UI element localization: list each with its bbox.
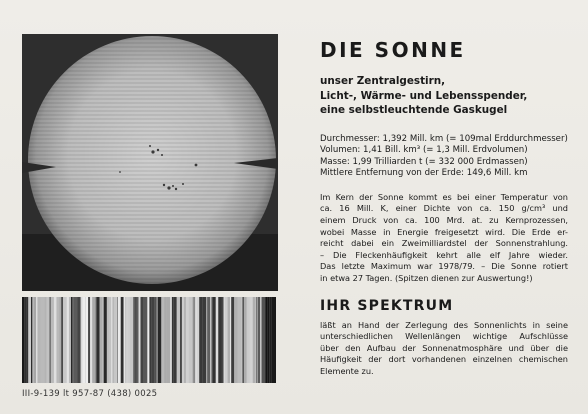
spectrum-stripe [72,297,73,383]
spectrum-stripe [184,297,186,383]
spectrum-stripe [186,297,189,383]
spectrum-stripe [40,297,44,383]
spectrum-stripe [37,297,38,383]
spectrum-stripe [28,297,31,383]
spectrum-stripe [126,297,128,383]
spectrum-stripe [24,297,25,383]
spectrum-stripe [31,297,32,383]
subtitle [320,74,568,118]
print-code: III-9-139 lt 957-87 (438) 0025 [22,389,158,399]
paragraph-line: – Die Fleckenhäufigkeit kehrt alle elf Jahre wieder. [320,249,568,260]
spectrum-stripe [197,297,199,383]
sun-photograph [22,34,278,291]
spectrum-stripe [133,297,134,383]
spectrum-stripe [81,297,82,383]
spectrum-stripe [253,297,256,383]
paragraph-line: Im Kern der Sonne kommt es bei einer Temperatur von [320,191,568,202]
spectrum-stripe [107,297,109,383]
spectrum-stripe [268,297,270,383]
paragraph-line: reicht dabei ein Zweimilliardstel der Sonnenstrahlung. [320,238,568,249]
spectrum-stripe [50,297,51,383]
paragraph-line: ca. 16 Mill. K, einer Dichte von ca. 150 g/cm³ und [320,203,568,214]
spectrum-stripe [172,297,173,383]
spectrum-stripe [100,297,103,383]
spectrum-stripe [113,297,114,383]
spectrum-image [22,297,276,383]
spectrum-paragraph-line: über den Aufbau der Sonnenatmosphäre und über die [320,342,568,353]
spectrum-stripe [134,297,136,383]
spectrum-stripe [144,297,148,383]
spectrum-stripe [69,297,71,383]
spectrum-stripe [242,297,244,383]
spectrum-paragraph-line: Elemente zu. [320,366,374,376]
spectrum-stripe [36,297,37,383]
spectrum-stripe [203,297,207,383]
subtitle-line: Licht-, Wärme- und Lebensspender, [320,89,528,102]
spectrum-stripe [67,297,69,383]
spectrum-stripe [161,297,164,383]
spectrum-stripe [56,297,59,383]
spectrum-stripe [128,297,130,383]
subtitle-line: eine selbstleuchtende Gaskugel [320,104,508,116]
spectrum-lines [22,297,276,383]
paragraph-line: wobei Masse in Energie freigesetzt wird. Die Erde er- [320,226,568,237]
spectrum-stripe [88,297,90,383]
spectrum-stripe [71,297,72,383]
spectrum-stripe [206,297,207,383]
sun-disk-image [22,34,278,291]
spectrum-stripe [241,297,242,383]
spectrum-stripe [38,297,41,383]
spectrum-stripe [130,297,134,383]
spectrum-stripe [224,297,225,383]
spectrum-stripe [141,297,144,383]
spectrum-stripe [149,297,151,383]
spectrum-paragraph-line: unterschiedlichen Wellenlängen wichtige Aufschlüsse [320,331,568,342]
spectrum-stripe [78,297,81,383]
spectrum-stripe [170,297,172,383]
spectrum-stripe [173,297,177,383]
spectrum-paragraph-line: Häufigkeit der dort vorhandenen einzelnen chemischen [320,354,568,365]
spectrum-stripe [82,297,85,383]
spectrum-stripe [96,297,97,383]
spectrum-stripe [166,297,170,383]
spectrum-stripe [260,297,261,383]
spectrum-stripe [210,297,211,383]
spectrum-stripe [164,297,166,383]
paragraph-line: in etwa 27 Tagen. (Spitzen dienen zur Auswertung!) [320,273,533,284]
spectrum-stripe [81,297,82,383]
spectrum-stripe [59,297,61,383]
text-column [320,38,568,378]
spectrum-stripe [97,297,100,383]
fact-mass: Masse: 1,99 Trilliarden t (= 332 000 Erdmassen) [320,156,528,167]
spectrum-stripe [183,297,184,383]
fact-diameter: Durchmesser: 1,392 Mill. km (= 109mal Erddurchmesser) [320,133,568,144]
spectrum-stripe [177,297,180,383]
spectrum-stripe [180,297,182,383]
paragraph-line: einem Druck von ca. 100 Mrd. at. zu Kernprozessen, [320,215,568,226]
spectrum-stripe [147,297,149,383]
spectrum-stripe [35,297,36,383]
spectrum-stripe [261,297,265,383]
spectrum-stripe [195,297,197,383]
spectrum-stripe [90,297,92,383]
spectrum-stripe [92,297,95,383]
spectrum-stripe [212,297,213,383]
spectrum-stripe [250,297,252,383]
spectrum-stripe [103,297,104,383]
fact-volume: Volumen: 1,41 Bill. km³ (= 1,3 Mill. Erdvolumen) [320,145,528,156]
spectrum-stripe [152,297,155,383]
spectrum-stripe [114,297,117,383]
spectrum-stripe [269,297,272,383]
spectrum-stripe [104,297,107,383]
description-paragraph [320,192,568,285]
spectrum-stripe [195,297,196,383]
spectrum-stripe [117,297,118,383]
spectrum-stripe [63,297,67,383]
spectrum-stripe [231,297,234,383]
spectrum-stripe [86,297,88,383]
spectrum-stripe [249,297,251,383]
spectrum-stripe [192,297,193,383]
spectrum-stripe [47,297,50,383]
spectrum-stripe [137,297,139,383]
spectrum-stripe [157,297,158,383]
spectrum-stripe [194,297,195,383]
spectrum-stripe [256,297,257,383]
spectrum-stripe [26,297,27,383]
spectrum-stripe [207,297,210,383]
spectrum-stripe [125,297,126,383]
spectrum-stripe [54,297,57,383]
spectrum-stripe [216,297,218,383]
spectrum-stripe [155,297,157,383]
spectrum-stripe [109,297,111,383]
subtitle-line: unser Zentralgestirn, [320,75,446,87]
spectrum-stripe [158,297,162,383]
spectrum-stripe [218,297,222,383]
spectrum-paragraph-line: läßt an Hand der Zerlegung des Sonnenlichts in seine [320,319,568,330]
spectrum-stripe [116,297,117,383]
spectrum-stripe [124,297,126,383]
spectrum-stripe [265,297,267,383]
spectrum-stripe [22,297,24,383]
fact-distance: Mittlere Entfernung von der Erde: 149,6 Mill. km [320,168,528,179]
spectrum-stripe [258,297,261,383]
spectrum-stripe [74,297,78,383]
spectrum-paragraph [320,320,568,378]
spectrum-stripe [272,297,276,383]
spectrum-stripe [213,297,216,383]
spectrum-stripe [255,297,256,383]
spectrum-stripe [189,297,192,383]
spectrum-stripe [247,297,249,383]
spectrum-stripe [257,297,258,383]
spectrum-stripe [111,297,112,383]
spectrum-stripe [225,297,228,383]
spectrum-stripe [234,297,237,383]
spectrum-stripe [228,297,231,383]
spectrum-stripe [118,297,121,383]
spectrum-stripe [244,297,247,383]
spectrum-stripe [182,297,183,383]
spectrum-stripe [222,297,224,383]
spectrum-heading: IHR SPEKTRUM [320,297,454,314]
spectrum-stripe [238,297,241,383]
spectrum-stripe [121,297,124,383]
spectrum-stripe [230,297,231,383]
facts-list [320,134,568,180]
spectrum-stripe [26,297,28,383]
spectrum-stripe [139,297,141,383]
paragraph-line: Das letzte Maximum war 1978/79. – Die Sonne rotiert [320,261,568,272]
spectrum-stripe [51,297,54,383]
page-title: DIE SONNE [320,38,466,62]
spectrum-stripe [61,297,63,383]
spectrum-stripe [199,297,202,383]
spectrum-stripe [44,297,46,383]
spectrum-stripe [32,297,34,383]
spectrum-stripe [85,297,86,383]
